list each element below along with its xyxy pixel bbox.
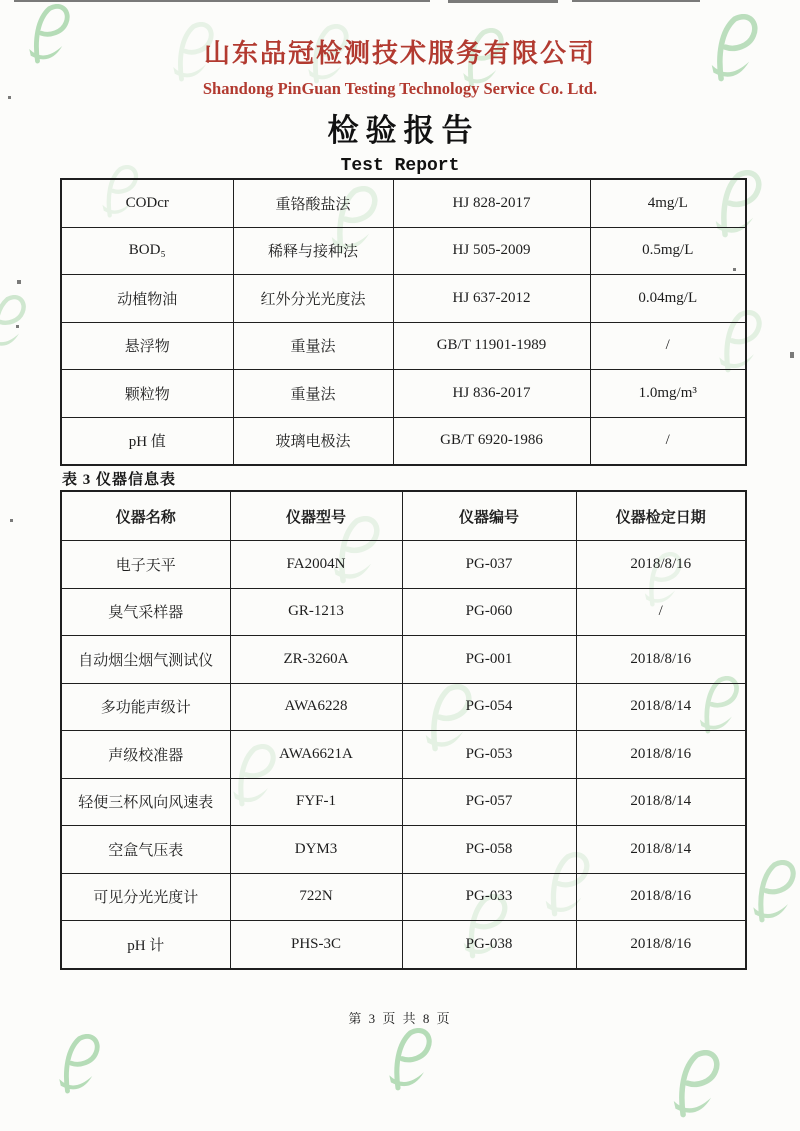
- table-cell: PG-058: [402, 826, 576, 874]
- table-row: [61, 731, 746, 779]
- table-cell: ZR-3260A: [230, 636, 402, 684]
- pinguan-leaf-p-logo-icon: [748, 860, 798, 923]
- table-cell: 动植物油: [61, 275, 233, 323]
- table-row: [61, 275, 746, 323]
- table-cell: 2018/8/16: [576, 921, 746, 969]
- pinguan-leaf-p-logo-icon: [0, 295, 28, 350]
- table-cell: /: [576, 588, 746, 636]
- table-cell: GB/T 11901-1989: [393, 322, 590, 370]
- table-row: [61, 921, 746, 969]
- table-cell: BOD₅: [61, 227, 233, 275]
- table-cell: AWA6621A: [230, 731, 402, 779]
- table-row: [61, 778, 746, 826]
- table-row: [61, 370, 746, 418]
- table-cell: 1.0mg/m³: [590, 370, 746, 418]
- table-cell: DYM3: [230, 826, 402, 874]
- table-cell: 722N: [230, 873, 402, 921]
- analysis-methods-table: [60, 178, 747, 466]
- scan-artifact: [448, 0, 558, 3]
- table-cell: PG-038: [402, 921, 576, 969]
- table-cell: PG-037: [402, 541, 576, 589]
- table-cell: 0.04mg/L: [590, 275, 746, 323]
- table-row: [61, 227, 746, 275]
- table-cell: 臭气采样器: [61, 588, 230, 636]
- table-header-cell: 仪器名称: [61, 491, 230, 541]
- table-row: [61, 683, 746, 731]
- table-cell: /: [590, 322, 746, 370]
- table-cell: pH 计: [61, 921, 230, 969]
- scan-artifact: [572, 0, 700, 2]
- scan-artifact: [14, 0, 430, 2]
- table-header-cell: 仪器编号: [402, 491, 576, 541]
- table-cell: pH 值: [61, 417, 233, 465]
- table-cell: 2018/8/16: [576, 541, 746, 589]
- table-cell: 轻便三杯风向风速表: [61, 778, 230, 826]
- table-row: [61, 541, 746, 589]
- table-cell: 2018/8/16: [576, 873, 746, 921]
- table-cell: 2018/8/14: [576, 826, 746, 874]
- table-cell: 2018/8/14: [576, 683, 746, 731]
- scan-artifact: [10, 519, 13, 522]
- table-row: [61, 826, 746, 874]
- scan-artifact: [790, 352, 794, 358]
- scan-artifact: [17, 280, 21, 284]
- table-cell: 2018/8/14: [576, 778, 746, 826]
- scan-artifact: [16, 325, 19, 328]
- table-row: [61, 322, 746, 370]
- report-title-english: Test Report: [340, 156, 460, 176]
- pinguan-leaf-p-logo-icon: [384, 1028, 434, 1091]
- table-cell: GR-1213: [230, 588, 402, 636]
- table-cell: 电子天平: [61, 541, 230, 589]
- table-cell: HJ 637-2012: [393, 275, 590, 323]
- table-cell: 空盒气压表: [61, 826, 230, 874]
- table-cell: HJ 828-2017: [393, 179, 590, 227]
- table-cell: 自动烟尘烟气测试仪: [61, 636, 230, 684]
- company-name-chinese: 山东品冠检测技术服务有限公司: [203, 39, 596, 68]
- table-cell: 重量法: [233, 322, 393, 370]
- table-cell: 声级校准器: [61, 731, 230, 779]
- table-cell: 颗粒物: [61, 370, 233, 418]
- table-cell: 多功能声级计: [61, 683, 230, 731]
- table-cell: PG-060: [402, 588, 576, 636]
- table-cell: 重铬酸盐法: [233, 179, 393, 227]
- table-cell: 红外分光光度法: [233, 275, 393, 323]
- table-cell: GB/T 6920-1986: [393, 417, 590, 465]
- page-number-indicator: 第 3 页 共 8 页: [348, 1011, 452, 1026]
- table-row: [61, 179, 746, 227]
- table-cell: CODcr: [61, 179, 233, 227]
- table-cell: 4mg/L: [590, 179, 746, 227]
- table-header-cell: 仪器检定日期: [576, 491, 746, 541]
- table-cell: PG-057: [402, 778, 576, 826]
- table-header-cell: 仪器型号: [230, 491, 402, 541]
- instrument-info-table: [60, 490, 747, 970]
- table-cell: FYF-1: [230, 778, 402, 826]
- table-cell: AWA6228: [230, 683, 402, 731]
- table-cell: 重量法: [233, 370, 393, 418]
- table-cell: 2018/8/16: [576, 636, 746, 684]
- table-cell: 稀释与接种法: [233, 227, 393, 275]
- table-cell: 可见分光光度计: [61, 873, 230, 921]
- table-cell: HJ 505-2009: [393, 227, 590, 275]
- table-cell: PG-033: [402, 873, 576, 921]
- table-row: [61, 417, 746, 465]
- table-cell: 0.5mg/L: [590, 227, 746, 275]
- report-title-chinese: 检验报告: [327, 113, 480, 148]
- table-row: [61, 588, 746, 636]
- table-cell: FA2004N: [230, 541, 402, 589]
- table-cell: PHS-3C: [230, 921, 402, 969]
- table-cell: PG-001: [402, 636, 576, 684]
- table-cell: PG-054: [402, 683, 576, 731]
- table-cell: 玻璃电极法: [233, 417, 393, 465]
- table-cell: /: [590, 417, 746, 465]
- table-row: [61, 636, 746, 684]
- company-name-english: Shandong PinGuan Testing Technology Service Co. Ltd.: [202, 79, 598, 98]
- instrument-table-label: 表 3 仪器信息表: [62, 472, 177, 488]
- pinguan-leaf-p-logo-icon: [54, 1034, 102, 1094]
- table-cell: 2018/8/16: [576, 731, 746, 779]
- table-cell: 悬浮物: [61, 322, 233, 370]
- pinguan-leaf-p-logo-icon: [668, 1050, 722, 1118]
- table-header-row: [61, 491, 746, 541]
- table-cell: HJ 836-2017: [393, 370, 590, 418]
- table-row: [61, 873, 746, 921]
- table-cell: PG-053: [402, 731, 576, 779]
